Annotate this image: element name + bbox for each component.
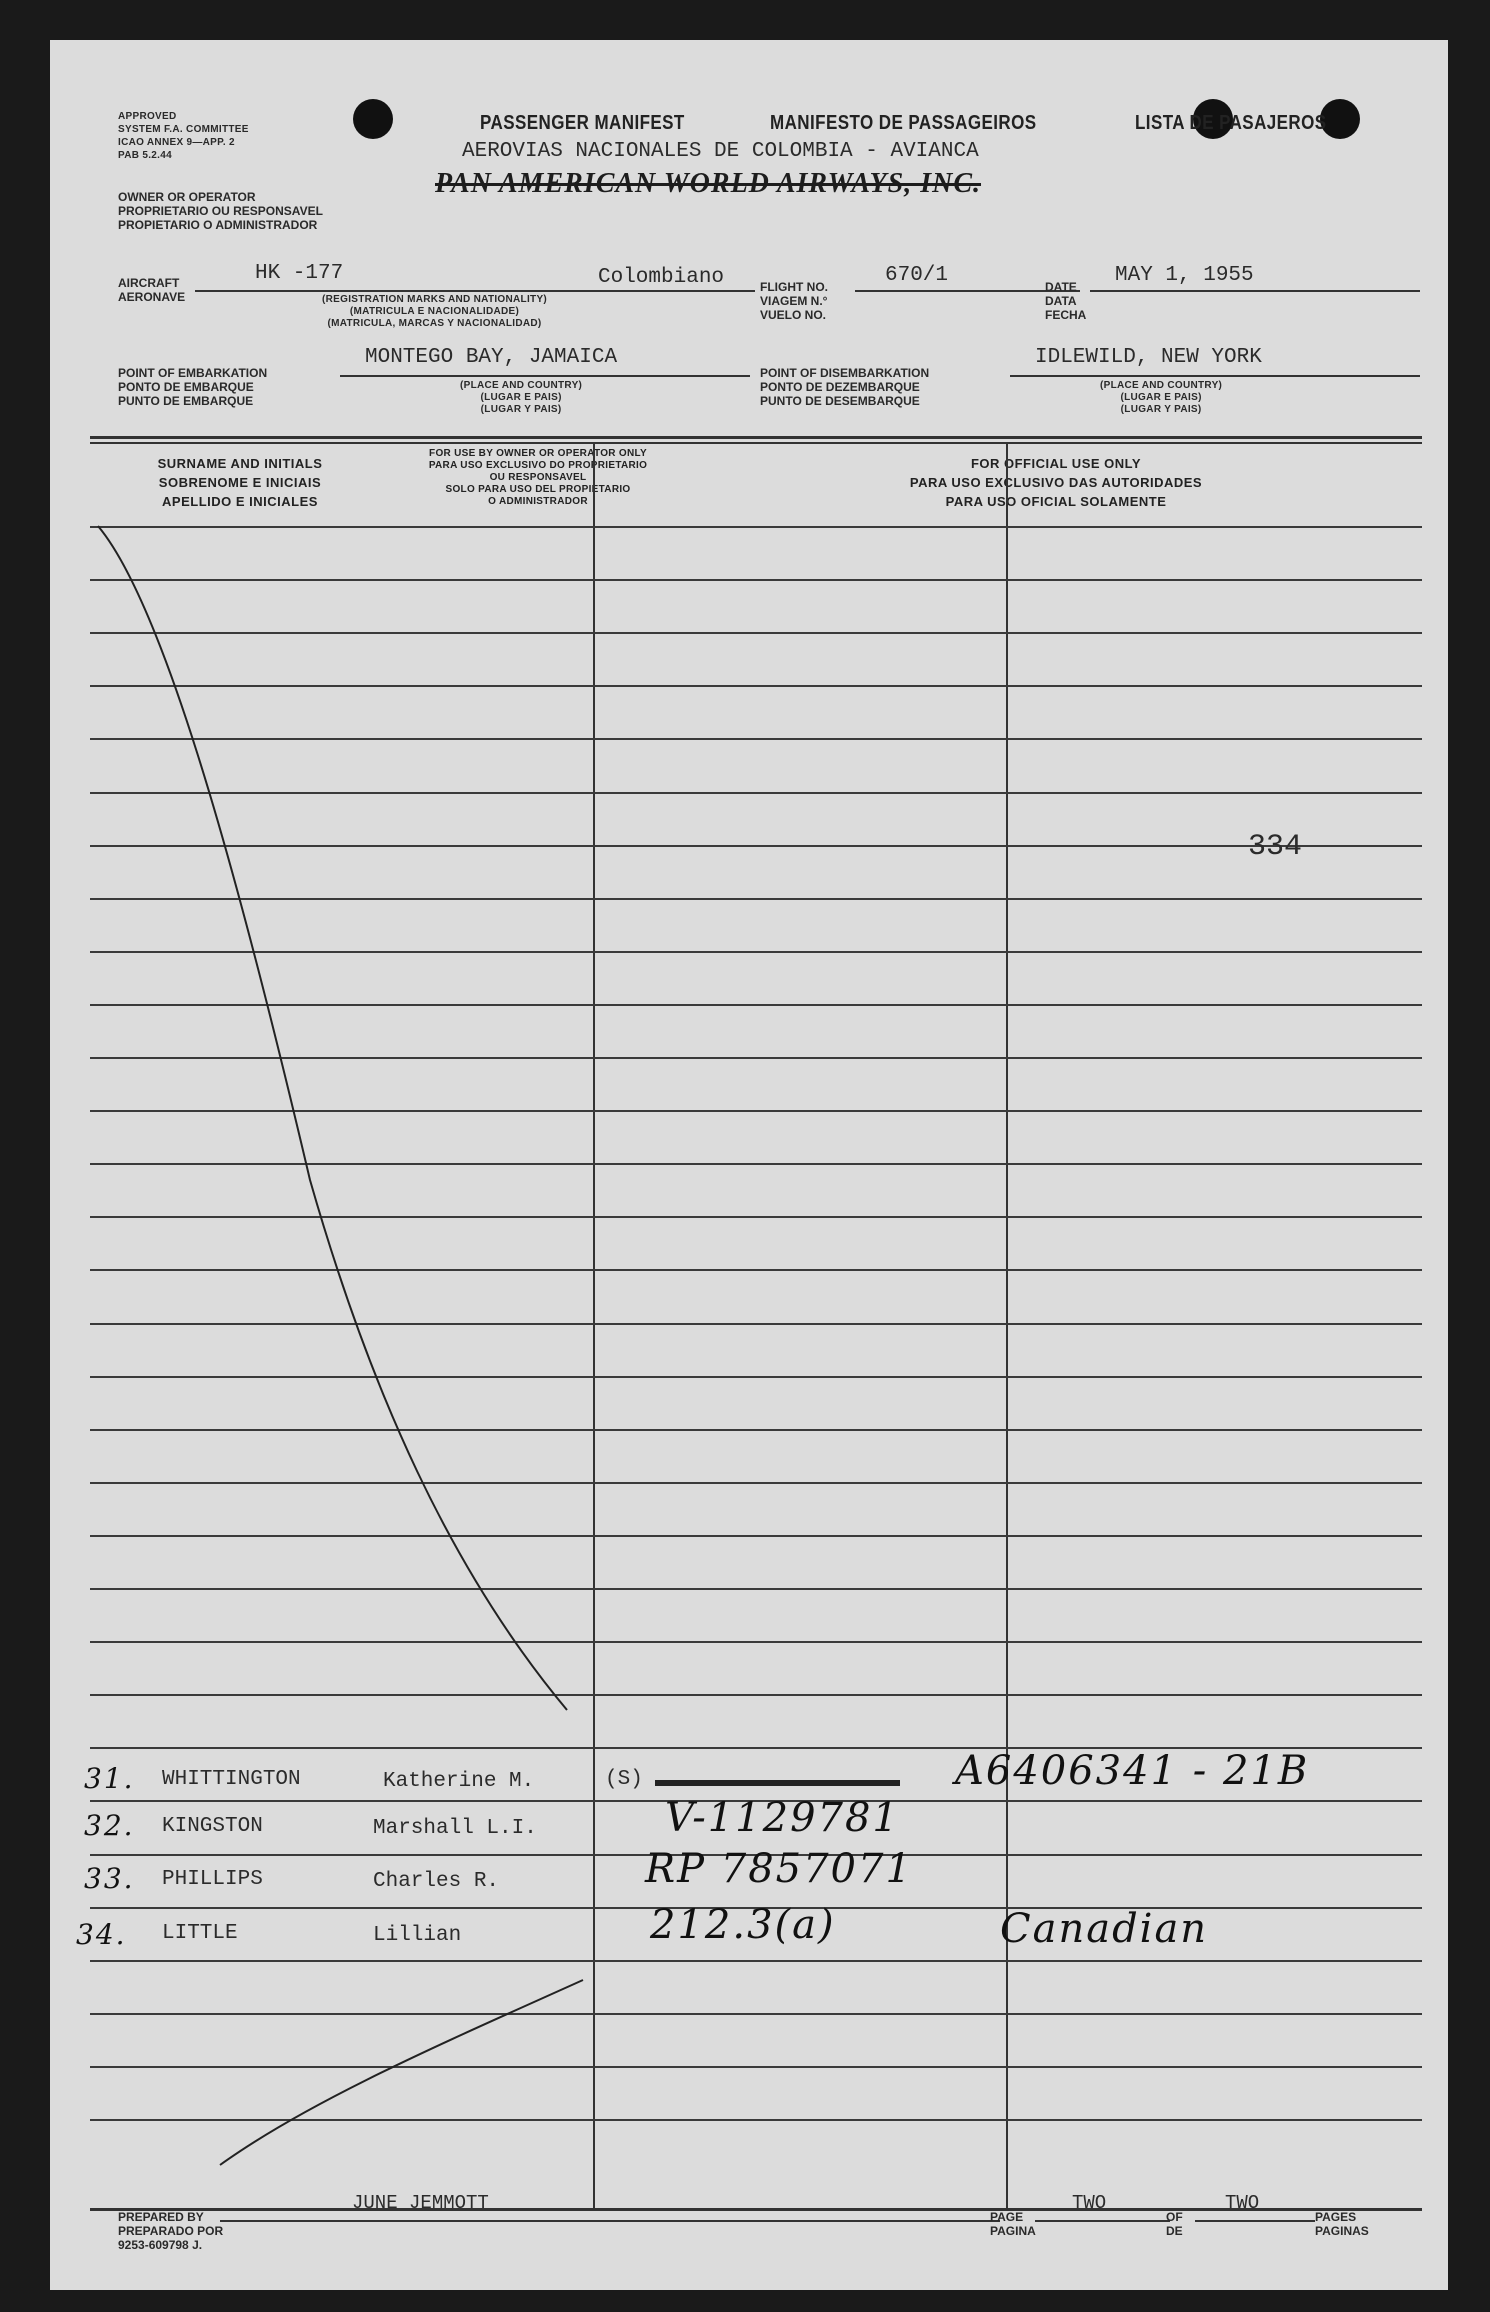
surname: KINGSTON [162, 1815, 263, 1838]
owner-label-pt: PROPRIETARIO OU RESPONSAVEL [118, 204, 323, 218]
page-underline [1035, 2220, 1170, 2222]
cancel-stroke-upper [98, 526, 567, 1710]
date-label-es: FECHA [1045, 308, 1087, 322]
pages-label-pt: PAGINAS [1315, 2224, 1369, 2238]
aircraft-name: Colombiano [598, 266, 725, 289]
page-label-pt: PAGINA [990, 2224, 1036, 2238]
name-header-en: SURNAME AND INITIALS [157, 456, 323, 471]
surname: PHILLIPS [162, 1868, 263, 1891]
prepared-by-label [118, 2210, 223, 2252]
official-note: A6406341 - 21B [955, 1748, 1310, 1794]
date-label-en: DATE [1045, 280, 1077, 294]
official-header-en: FOR OFFICIAL USE ONLY [970, 456, 1142, 471]
of-underline [1195, 2220, 1315, 2222]
of-label-en: OF [1166, 2210, 1183, 2224]
disembark-label-es: PUNTO DE DESEMBARQUE [760, 394, 920, 408]
flight-label-en: FLIGHT NO. [760, 280, 828, 294]
title-es: LISTA DE PASAJEROS [1135, 112, 1327, 134]
registration-note-es: (MATRICULA, MARCAS Y NACIONALIDAD) [327, 318, 542, 329]
struck-entry [655, 1780, 900, 1786]
disembark-label-pt: PONTO DE DEZEMBARQUE [760, 380, 920, 394]
passenger-row [50, 1902, 1448, 1960]
row-number: 32. [84, 1809, 135, 1842]
page-label [990, 2210, 1036, 2238]
operator-name: AEROVIAS NACIONALES DE COLOMBIA - AVIANCA [462, 140, 979, 163]
given-names: Marshall L.I. [373, 1817, 537, 1840]
disembark-label-en: POINT OF DISEMBARKATION [760, 366, 930, 380]
manifest-sheet [50, 40, 1448, 2290]
given-names: Katherine M. [383, 1770, 535, 1793]
row-number: 34. [76, 1918, 127, 1951]
surname: LITTLE [162, 1922, 238, 1945]
flight-label-es: VUELO NO. [760, 308, 827, 322]
flight-label-pt: VIAGEM N.° [760, 294, 828, 308]
row-number: 31. [84, 1762, 135, 1795]
form-number: 9253-609798 J. [118, 2238, 203, 2252]
given-names: Charles R. [373, 1870, 500, 1893]
given-names: Lillian [373, 1924, 462, 1947]
approval-line: ICAO ANNEX 9—APP. 2 [118, 137, 235, 148]
title-en: PASSENGER MANIFEST [480, 112, 685, 134]
embark-value: MONTEGO BAY, JAMAICA [365, 346, 618, 369]
surname: WHITTINGTON [162, 1768, 301, 1791]
owner-label-es: PROPIETARIO O ADMINISTRADOR [118, 218, 318, 232]
name-header-pt: SOBRENOME E INICIAIS [158, 475, 322, 490]
registration-note-pt: (MATRICULA E NACIONALIDADE) [349, 306, 520, 317]
name-header-es: APELLIDO E INICIALES [162, 494, 318, 509]
row-number: 33. [84, 1862, 135, 1895]
disembark-value: IDLEWILD, NEW YORK [1035, 346, 1262, 369]
place-note-en: (PLACE AND COUNTRY) [1100, 380, 1223, 391]
place-note-es: (LUGAR Y PAIS) [480, 404, 562, 415]
owner-note: 212.3(a) [650, 1902, 836, 1948]
of-value: TWO [1225, 2192, 1260, 2214]
approval-line: APPROVED [118, 111, 177, 122]
place-note-en: (PLACE AND COUNTRY) [460, 380, 583, 391]
aircraft-label-pt: AERONAVE [118, 290, 186, 304]
embark-label-es: PUNTO DE EMBARQUE [118, 394, 254, 408]
pages-label [1315, 2210, 1369, 2238]
owner-note: (S) [605, 1768, 643, 1791]
owner-note: RP 7857071 [645, 1846, 913, 1892]
title-pt: MANIFESTO DE PASSAGEIROS [770, 112, 1037, 134]
page-value: TWO [1072, 2192, 1107, 2214]
aircraft-label-en: AIRCRAFT [118, 276, 180, 290]
place-note-es: (LUGAR Y PAIS) [1120, 404, 1202, 415]
embark-label-en: POINT OF EMBARKATION [118, 366, 268, 380]
owner-header-line: OU RESPONSAVEL [489, 472, 587, 483]
registration-note-en: (REGISTRATION MARKS AND NATIONALITY) [322, 294, 548, 305]
stamp-number: 334 [1248, 830, 1303, 864]
aircraft-value: HK -177 [255, 262, 344, 285]
table-bottom-rule [90, 2208, 1422, 2211]
date-label-pt: DATA [1045, 294, 1077, 308]
of-label [1166, 2210, 1183, 2238]
owner-header-line: FOR USE BY OWNER OR OPERATOR ONLY [429, 448, 647, 459]
official-note: Canadian [1000, 1906, 1209, 1952]
place-note-pt: (LUGAR E PAIS) [480, 392, 562, 403]
flight-value: 670/1 [885, 264, 949, 287]
place-note-pt: (LUGAR E PAIS) [1120, 392, 1202, 403]
owner-header-line: PARA USO EXCLUSIVO DO PROPRIETARIO [428, 460, 648, 471]
struck-company-text: PAN AMERICAN WORLD AIRWAYS, INC. [435, 168, 982, 199]
pages-label-en: PAGES [1315, 2210, 1357, 2224]
prepared-underline [220, 2220, 1000, 2222]
prepared-by-value: JUNE JEMMOTT [352, 2192, 489, 2214]
approval-line: SYSTEM F.A. COMMITTEE [118, 124, 249, 135]
owner-header-line: O ADMINISTRADOR [488, 496, 588, 507]
embark-label-pt: PONTO DE EMBARQUE [118, 380, 254, 394]
official-header-es: PARA USO OFICIAL SOLAMENTE [945, 494, 1167, 509]
page-label-en: PAGE [990, 2210, 1024, 2224]
cancel-stroke-lower [220, 1980, 583, 2165]
prepared-label-en: PREPARED BY [118, 2210, 204, 2224]
prepared-label-pt: PREPARADO POR [118, 2224, 224, 2238]
owner-label-en: OWNER OR OPERATOR [118, 190, 256, 204]
of-label-pt: DE [1166, 2224, 1183, 2238]
owner-note: V-1129781 [665, 1795, 900, 1841]
date-value: MAY 1, 1955 [1115, 264, 1254, 287]
owner-header-line: SOLO PARA USO DEL PROPIETARIO [445, 484, 631, 495]
official-header-pt: PARA USO EXCLUSIVO DAS AUTORIDADES [909, 475, 1203, 490]
approval-line: PAB 5.2.44 [118, 150, 172, 161]
passenger-row [50, 1846, 1448, 1906]
